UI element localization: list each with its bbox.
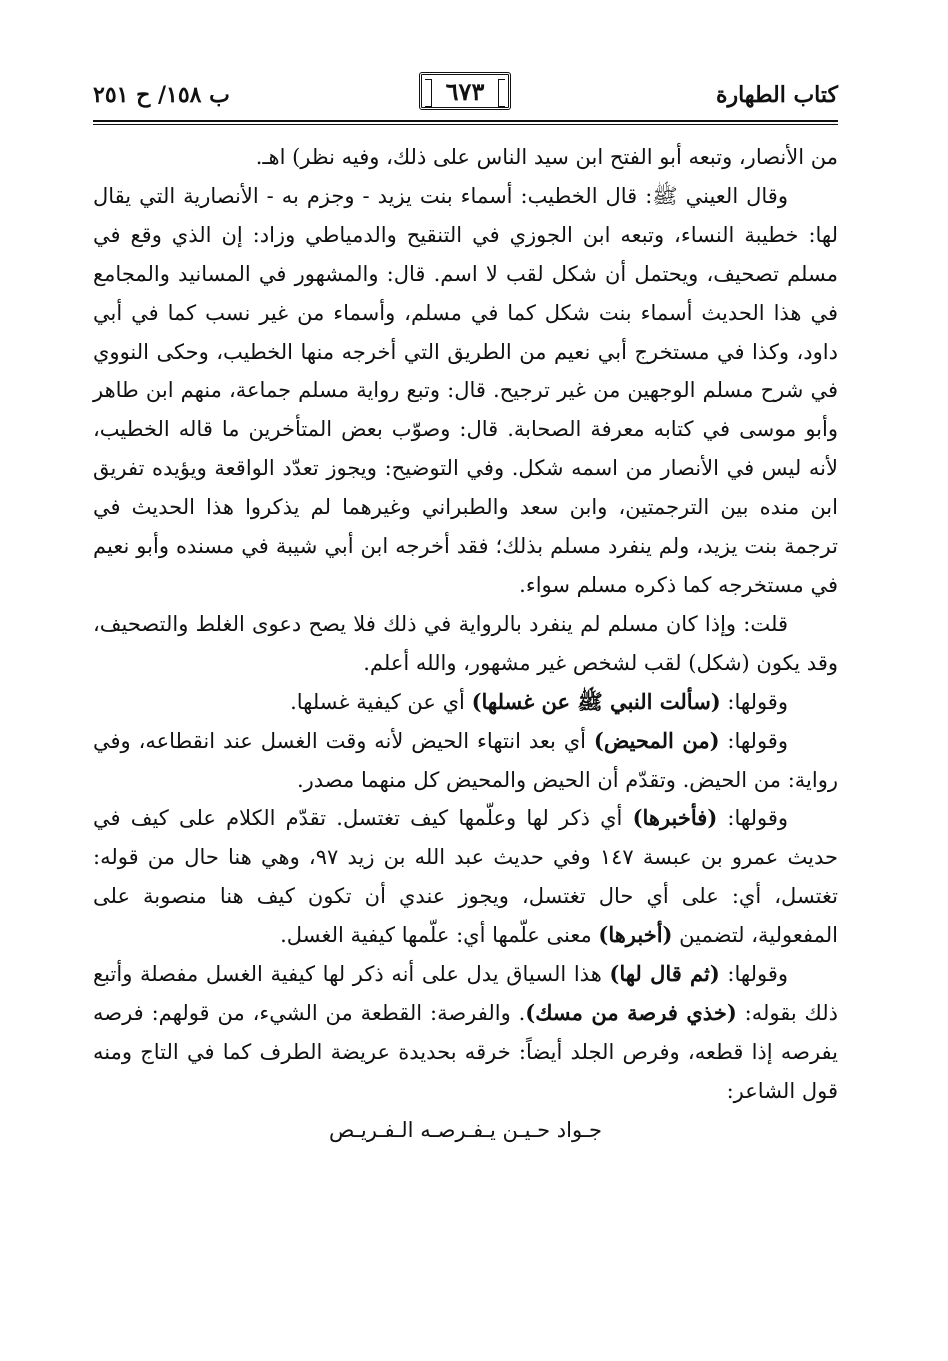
paragraph <box>93 683 838 722</box>
text-segment: قلت: وإذا كان مسلم لم ينفرد بالرواية في ذلك فلا يصح دعوى الغلط والتصحيف، وقد يكون (شكل) لقب لشخص غير مشهور، والله أعلم. <box>93 611 838 675</box>
quoted-hadith-phrase: (خذي فرصة من مسك) <box>525 999 737 1025</box>
header-divider <box>93 120 838 125</box>
paragraph <box>93 955 838 1111</box>
quoted-hadith-phrase: (فأخبرها) <box>632 805 718 831</box>
text-segment: هذا السياق يدل على أنه ذكر لها كيفية الغسل مفصلة وأتبع ذلك بقوله: <box>93 962 838 1025</box>
quoted-hadith-phrase: (سألت النبي ﷺ عن غسلها) <box>471 688 721 714</box>
page-number-frame <box>419 72 511 110</box>
text-segment: وقولها: <box>719 728 788 753</box>
quoted-hadith-phrase: (أخبرها) <box>598 922 673 948</box>
paragraph <box>93 177 838 605</box>
paragraph <box>93 605 838 683</box>
text-segment: معنى علّمها أي: علّمها كيفية الغسل. <box>280 923 599 948</box>
book-title: كتاب الطهارة <box>715 82 838 108</box>
page-header <box>93 70 838 120</box>
paragraph <box>93 138 838 177</box>
quoted-hadith-phrase: (ثم قال لها) <box>609 961 720 987</box>
text-segment: وقولها: <box>717 806 789 831</box>
main-text <box>93 138 838 1150</box>
text-segment: أي بعد انتهاء الحيض لأنه وقت الغسل عند انقطاعه، وفي رواية: من الحيض. وتقدّم أن الحيض والمحيض كل منهما مصدر. <box>93 728 838 792</box>
page-number: ٦٧٣ <box>445 76 485 106</box>
paragraph <box>93 722 838 800</box>
text-segment: وقولها: <box>720 689 788 714</box>
poetry-verse <box>93 1111 838 1150</box>
paragraph <box>93 799 838 955</box>
text-segment: جـواد حـيـن يـفـرصـه الـفـريـص <box>329 1117 602 1142</box>
chapter-hadith-reference: ب ١٥٨/ ح ٢٥١ <box>93 82 230 108</box>
text-segment: أي ذكر لها وعلّمها كيف تغتسل. تقدّم الكلام على كيف في حديث عمرو بن عبسة ١٤٧ وفي حديث عبد الله بن زيد ٩٧، وهي هنا حال من قوله: تغتسل، أي: على أي حال تغتسل، ويجوز عندي أن تكون كيف هنا منصوبة على المفعولية، لتضمين <box>93 806 838 948</box>
text-segment: من الأنصار، وتبعه أبو الفتح ابن سيد الناس على ذلك، وفيه نظر) اهـ. <box>255 145 838 169</box>
text-segment: وقال العيني ﷺ: قال الخطيب: أسماء بنت يزيد - وجزم به - الأنصارية التي يقال لها: خطيبة النساء، وتبعه ابن الجوزي في التنقيح والدمياطي وزاد: إن الذي وقع في مسلم تصحيف، ويحتمل أن شكل لقب لا اسم. قال: والمشهور في المسانيد والمجامع في هذا الحديث أسماء بنت شكل كما في مسلم، وأسماء من غير نسب كما في أبي داود، وكذا في مستخرج أبي نعيم من الطريق التي أخرجه منها الخطيب، وحكى النووي في شرح مسلم الوجهين من غير ترجيح. قال: وتبع رواية مسلم جماعة، منهم ابن طاهر وأبو موسى في كتابه معرفة الصحابة. قال: وصوّب بعض المتأخرين ما قاله الخطيب، لأنه ليس في الأنصار من اسمه شكل. وفي التوضيح: ويجوز تعدّد الواقعة ويؤيده تفريق ابن منده بين الترجمتين، وابن سعد والطبراني وغيرهما لم يذكروا هذا الحديث في ترجمة بنت يزيد، ولم ينفرد مسلم بذلك؛ فقد أخرجه ابن أبي شيبة في مسنده وأبو نعيم في مستخرجه كما ذكره مسلم سواء. <box>93 183 838 597</box>
text-segment: وقولها: <box>719 962 788 987</box>
text-segment: أي عن كيفية غسلها. <box>290 689 472 714</box>
quoted-hadith-phrase: (من المحيض) <box>593 727 720 753</box>
text-segment: . والفرصة: القطعة من الشيء، من قولهم: فرصه يفرصه إذا قطعه، وفرص الجلد أيضاً: خرقه بحديدة عريضة الطرف كما في التاج ومنه قول الشاعر: <box>93 1000 838 1103</box>
